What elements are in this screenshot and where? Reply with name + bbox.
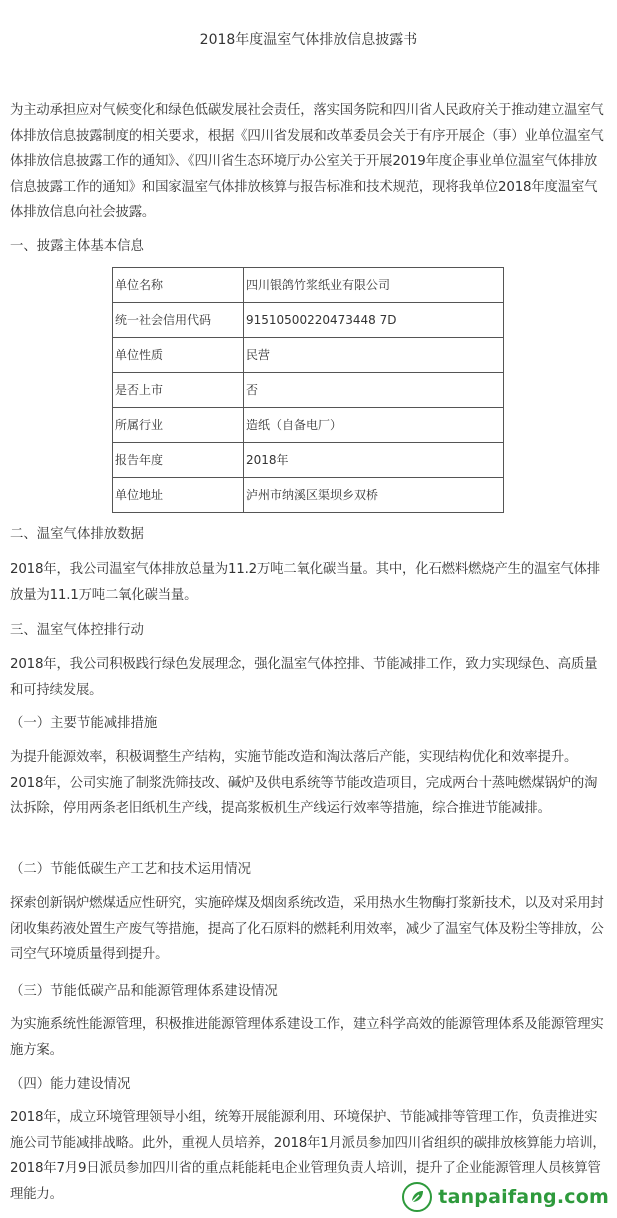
table-label: 所属行业 [113,408,244,443]
section-2-text: 2018年，我公司温室气体排放总量为11.2万吨二氧化碳当量。其中，化石燃料燃烧产生的温室气体排放量为11.1万吨二氧化碳当量。 [10,562,600,603]
subsection-3-text: 为实施系统性能源管理，积极推进能源管理体系建设工作，建立科学高效的能源管理体系及能源管理实施方案。 [10,1017,604,1058]
site-watermark [402,1182,609,1212]
table-row [113,268,504,303]
section-3-heading: 三、温室气体控排行动 [10,623,144,638]
subsection-4-heading: （四）能力建设情况 [10,1077,131,1092]
table-value: 2018年 [244,443,504,478]
subsection-4-text: 2018年，成立环境管理领导小组，统筹开展能源利用、环境保护、节能减排等管理工作，负责推进实施公司节能减排战略。此外，重视人员培养，2018年1月派员参加四川省组织的碳排放核算能力培训，2018年7月9日派员参加四川省的重点耗能耗电企业管理负责人培训，提升了企业能源管理人员核算管理能力。 [10,1110,606,1202]
table-value: 否 [244,373,504,408]
document-title: 2018年度温室气体排放信息披露书 [199,32,418,48]
table-label: 是否上市 [113,373,244,408]
subsection-1-text: 为提升能源效率，积极调整生产结构，实施节能改造和淘汰落后产能，实现结构优化和效率提升。2018年，公司实施了制浆洗筛技改、碱炉及供电系统等节能改造项目，完成两台十蒸吨燃煤锅炉的淘汰拆除，停用两条老旧纸机生产线，提高浆板机生产线运行效率等措施，综合推进节能减排。 [10,750,598,816]
subsection-1-heading: （一）主要节能减排措施 [10,716,158,731]
table-label: 单位性质 [113,338,244,373]
leaf-icon [408,1188,426,1206]
subsection-2-text: 探索创新锅炉燃煤适应性研究，实施碎煤及烟囱系统改造，采用热水生物酶打浆新技术，以及对采用封闭收集药液处置生产废气等措施，提高了化石原料的燃耗利用效率，减少了温室气体及粉尘等排放，公司空气环境质量得到提升。 [10,896,604,962]
intro-paragraph: 为主动承担应对气候变化和绿色低碳发展社会责任，落实国务院和四川省人民政府关于推动建立温室气体排放信息披露制度的相关要求，根据《四川省发展和改革委员会关于有序开展企（事）业单位温室气体排放信息披露工作的通知》、《四川省生态环境厅办公室关于开展2019年度企事业单位温室气体排放信息披露工作的通知》和国家温室气体排放核算与报告标准和技术规范，现将我单位2018年度温室气体排放信息向社会披露。 [10,103,604,220]
table-row [113,373,504,408]
table-label: 单位名称 [113,268,244,303]
table-row [113,338,504,373]
table-value: 造纸（自备电厂） [244,408,504,443]
table-label: 报告年度 [113,443,244,478]
table-row [113,303,504,338]
table-row [113,443,504,478]
section-3-text: 2018年，我公司积极践行绿色发展理念，强化温室气体控排、节能减排工作，致力实现绿色、高质量和可持续发展。 [10,657,598,698]
table-value: 四川银鸽竹浆纸业有限公司 [244,268,504,303]
table-value: 泸州市纳溪区渠坝乡双桥 [244,478,504,513]
subsection-3-heading: （三）节能低碳产品和能源管理体系建设情况 [10,984,278,999]
table-label: 单位地址 [113,478,244,513]
table-row [113,478,504,513]
section-2-heading: 二、温室气体排放数据 [10,527,144,542]
subsection-2-heading: （二）节能低碳生产工艺和技术运用情况 [10,862,252,877]
watermark-text: tanpaifang.com [438,1186,609,1208]
table-row [113,408,504,443]
table-value: 91510500220473448 7D [244,303,504,338]
tanpaifang-logo-icon [402,1182,432,1212]
section-1-heading: 一、披露主体基本信息 [10,239,144,254]
table-value: 民营 [244,338,504,373]
table-label: 统一社会信用代码 [113,303,244,338]
basic-info-table [112,267,504,513]
